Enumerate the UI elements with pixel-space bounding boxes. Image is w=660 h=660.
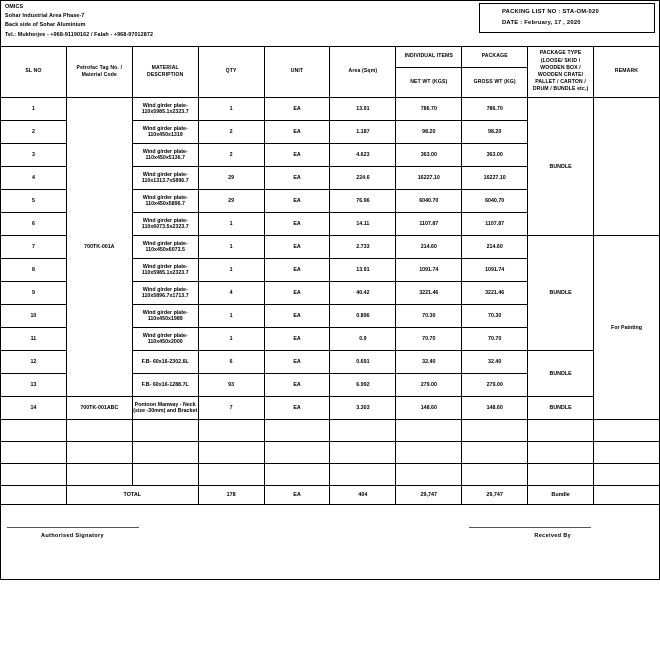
company-name: OMICS xyxy=(5,4,24,10)
cell-package-type-group-2: BUNDLE xyxy=(528,236,594,351)
header-individual-items: INDIVIDUAL ITEMS xyxy=(396,47,462,68)
cell-sl-no: 14 xyxy=(1,397,67,420)
authorised-signatory-line xyxy=(7,527,139,528)
cell-net-wt: 70.30 xyxy=(396,305,462,328)
cell-sl-no-empty xyxy=(1,442,67,464)
table-header-row-top xyxy=(1,47,660,68)
cell-description: Wind girder plate-110x450x1989 xyxy=(132,305,198,328)
header-unit: UNIT xyxy=(264,47,330,98)
cell-qty: 2 xyxy=(198,121,264,144)
cell-description: F.B- 60x16-2302.6L xyxy=(132,351,198,374)
table-total-row xyxy=(1,486,660,505)
company-info-block xyxy=(5,3,153,40)
cell-qty-empty xyxy=(198,442,264,464)
cell-unit: EA xyxy=(264,328,330,351)
cell-gross-wt: 6040.70 xyxy=(462,190,528,213)
cell-net-wt-empty xyxy=(396,442,462,464)
header-qty: QTY xyxy=(198,47,264,98)
cell-unit-empty xyxy=(264,420,330,442)
cell-package-type-empty xyxy=(528,420,594,442)
cell-qty: 1 xyxy=(198,305,264,328)
cell-description: Wind girder plate-110x450x5136.7 xyxy=(132,144,198,167)
header-description: MATERIAL DESCRIPTION xyxy=(132,47,198,98)
table-row xyxy=(1,397,660,420)
cell-unit: EA xyxy=(264,167,330,190)
cell-area: 13.91 xyxy=(330,98,396,121)
cell-total-net-wt: 29,747 xyxy=(396,486,462,505)
cell-total-qty: 178 xyxy=(198,486,264,505)
cell-sl-no: 3 xyxy=(1,144,67,167)
cell-qty: 29 xyxy=(198,190,264,213)
cell-tag-code-empty xyxy=(66,464,132,486)
cell-net-wt: 148.60 xyxy=(396,397,462,420)
cell-qty: 29 xyxy=(198,167,264,190)
cell-area: 224.6 xyxy=(330,167,396,190)
cell-area: 3.303 xyxy=(330,397,396,420)
header-net-wt: NET WT (KGS) xyxy=(396,68,462,98)
packing-list-date: DATE : February, 17 , 2020 xyxy=(502,20,581,26)
cell-area: 0.896 xyxy=(330,305,396,328)
cell-gross-wt: 279.00 xyxy=(462,374,528,397)
table-row xyxy=(1,98,660,121)
cell-gross-wt: 786.70 xyxy=(462,98,528,121)
cell-net-wt: 214.60 xyxy=(396,236,462,259)
cell-qty: 1 xyxy=(198,98,264,121)
cell-unit: EA xyxy=(264,236,330,259)
cell-sl-no: 6 xyxy=(1,213,67,236)
cell-unit: EA xyxy=(264,374,330,397)
cell-unit: EA xyxy=(264,121,330,144)
cell-package-type-group-4: BUNDLE xyxy=(528,397,594,420)
cell-area: 0.9 xyxy=(330,328,396,351)
cell-area: 1.187 xyxy=(330,121,396,144)
cell-area: 13.91 xyxy=(330,259,396,282)
packing-list-info-box xyxy=(479,3,655,33)
cell-description: Wind girder plate-110x450x2000 xyxy=(132,328,198,351)
cell-net-wt: 1107.87 xyxy=(396,213,462,236)
cell-qty: 1 xyxy=(198,328,264,351)
cell-sl-no: 10 xyxy=(1,305,67,328)
cell-unit: EA xyxy=(264,98,330,121)
header-remark: REMARK xyxy=(594,47,660,98)
cell-unit: EA xyxy=(264,213,330,236)
cell-gross-wt: 214.60 xyxy=(462,236,528,259)
table-body xyxy=(1,98,660,505)
cell-sl-no: 9 xyxy=(1,282,67,305)
cell-area-empty xyxy=(330,442,396,464)
cell-description: Wind girder plate-110x5985.1x2323.7 xyxy=(132,98,198,121)
cell-description: Wind girder plate-110x450x5896.7 xyxy=(132,190,198,213)
cell-area-empty xyxy=(330,464,396,486)
cell-sl-no: 11 xyxy=(1,328,67,351)
cell-remark-empty xyxy=(594,464,660,486)
cell-sl-no: 1 xyxy=(1,98,67,121)
authorised-signatory-label: Authorised Signatory xyxy=(41,533,104,539)
cell-remark-empty xyxy=(594,442,660,464)
cell-net-wt: 1091.74 xyxy=(396,259,462,282)
table-header xyxy=(1,47,660,98)
received-by-line xyxy=(469,527,591,528)
cell-qty: 1 xyxy=(198,259,264,282)
cell-qty: 7 xyxy=(198,397,264,420)
cell-total-blank-slno xyxy=(1,486,67,505)
cell-description: F.B- 60x16-1288.7L xyxy=(132,374,198,397)
cell-tag-code-group-1: 700TK-001A xyxy=(66,98,132,397)
cell-package-type-group-3: BUNDLE xyxy=(528,351,594,397)
cell-unit: EA xyxy=(264,305,330,328)
table-row-empty xyxy=(1,442,660,464)
cell-description: Wind girder plate-110x5985.1x2323.7 xyxy=(132,259,198,282)
cell-tag-code-group-2: 700TK-001ABC xyxy=(66,397,132,420)
cell-area: 6.992 xyxy=(330,374,396,397)
cell-qty: 2 xyxy=(198,144,264,167)
packing-list-table xyxy=(0,46,660,505)
cell-sl-no: 13 xyxy=(1,374,67,397)
cell-area: 0.691 xyxy=(330,351,396,374)
cell-unit: EA xyxy=(264,397,330,420)
document-footer xyxy=(0,505,660,580)
header-tag-code: Petrofac Tag No. / Material Code xyxy=(66,47,132,98)
cell-gross-wt: 3221.46 xyxy=(462,282,528,305)
cell-qty-empty xyxy=(198,420,264,442)
cell-sl-no-empty xyxy=(1,420,67,442)
cell-gross-wt: 1091.74 xyxy=(462,259,528,282)
cell-gross-wt: 98.20 xyxy=(462,121,528,144)
document-header xyxy=(0,0,660,46)
cell-tag-code-empty xyxy=(66,420,132,442)
cell-sl-no-empty xyxy=(1,464,67,486)
cell-gross-wt: 70.70 xyxy=(462,328,528,351)
cell-qty-empty xyxy=(198,464,264,486)
cell-net-wt: 279.00 xyxy=(396,374,462,397)
cell-sl-no: 2 xyxy=(1,121,67,144)
cell-description-empty xyxy=(132,464,198,486)
company-address-line-1: Sohar Industrial Area Phase-7 xyxy=(5,13,85,20)
cell-area: 76.96 xyxy=(330,190,396,213)
company-contact: Tel.: Mukherjee - +968-91190162 / Falah - +968-97012872 xyxy=(5,31,154,38)
table-row-empty xyxy=(1,420,660,442)
cell-unit: EA xyxy=(264,282,330,305)
cell-gross-wt-empty xyxy=(462,464,528,486)
cell-total-label: TOTAL xyxy=(66,486,198,505)
cell-unit-empty xyxy=(264,442,330,464)
company-address-line-2: Back side of Sohar Aluminium xyxy=(5,22,86,29)
cell-description: Wind girder plate-110x450x1319 xyxy=(132,121,198,144)
cell-area: 4.623 xyxy=(330,144,396,167)
cell-unit: EA xyxy=(264,259,330,282)
cell-package-type-group-1: BUNDLE xyxy=(528,98,594,236)
header-gross-wt: GROSS WT (KG) xyxy=(462,68,528,98)
cell-remark-empty xyxy=(594,420,660,442)
cell-unit: EA xyxy=(264,190,330,213)
cell-description-empty xyxy=(132,442,198,464)
cell-sl-no: 5 xyxy=(1,190,67,213)
cell-qty: 6 xyxy=(198,351,264,374)
header-package-type: PACKAGE TYPE (LOOSE/ SKID / WOODEN BOX / WOODEN CRATE/ PALLET / CARTON / DRUM / BUNDLE etc.) xyxy=(528,47,594,98)
cell-total-package-type: Bundle xyxy=(528,486,594,505)
cell-area: 14.11 xyxy=(330,213,396,236)
cell-net-wt: 363.00 xyxy=(396,144,462,167)
cell-net-wt: 32.40 xyxy=(396,351,462,374)
cell-gross-wt-empty xyxy=(462,420,528,442)
cell-remark-blank-top xyxy=(594,98,660,236)
cell-gross-wt: 363.00 xyxy=(462,144,528,167)
cell-sl-no: 7 xyxy=(1,236,67,259)
cell-sl-no: 12 xyxy=(1,351,67,374)
cell-gross-wt-empty xyxy=(462,442,528,464)
cell-total-unit: EA xyxy=(264,486,330,505)
header-area: Area (Sqm) xyxy=(330,47,396,98)
cell-tag-code-empty xyxy=(66,442,132,464)
cell-gross-wt: 148.60 xyxy=(462,397,528,420)
cell-unit: EA xyxy=(264,144,330,167)
cell-net-wt: 786.70 xyxy=(396,98,462,121)
cell-package-type-empty xyxy=(528,464,594,486)
cell-description: Wind girder plate-110x450x6073.5 xyxy=(132,236,198,259)
cell-unit: EA xyxy=(264,351,330,374)
cell-remark-for-painting: For Painting xyxy=(594,236,660,420)
cell-description-empty xyxy=(132,420,198,442)
cell-gross-wt: 70.30 xyxy=(462,305,528,328)
cell-net-wt-empty xyxy=(396,464,462,486)
cell-gross-wt: 1107.87 xyxy=(462,213,528,236)
cell-qty: 93 xyxy=(198,374,264,397)
cell-sl-no: 8 xyxy=(1,259,67,282)
cell-description: Wind girder plate-110x6073.5x2323.7 xyxy=(132,213,198,236)
packing-list-number: PACKING LIST NO : STA-OM-020 xyxy=(502,9,599,15)
cell-description: Wind girder plate-110x1313.7x5896.7 xyxy=(132,167,198,190)
cell-area: 2.733 xyxy=(330,236,396,259)
header-package: PACKAGE xyxy=(462,47,528,68)
cell-gross-wt: 16227.10 xyxy=(462,167,528,190)
cell-net-wt: 3221.46 xyxy=(396,282,462,305)
header-sl-no: SL NO xyxy=(1,47,67,98)
cell-description: Pontoon Manway - Neck (size -30mm) and Bracket xyxy=(132,397,198,420)
cell-qty: 1 xyxy=(198,213,264,236)
cell-net-wt: 70.70 xyxy=(396,328,462,351)
cell-qty: 4 xyxy=(198,282,264,305)
cell-description: Wind girder plate-110x5896.7x1713.7 xyxy=(132,282,198,305)
cell-sl-no: 4 xyxy=(1,167,67,190)
cell-qty: 1 xyxy=(198,236,264,259)
cell-package-type-empty xyxy=(528,442,594,464)
cell-total-area: 404 xyxy=(330,486,396,505)
cell-total-remark xyxy=(594,486,660,505)
cell-total-gross-wt: 29,747 xyxy=(462,486,528,505)
cell-net-wt: 16227.10 xyxy=(396,167,462,190)
received-by-label: Received By xyxy=(534,533,571,539)
cell-unit-empty xyxy=(264,464,330,486)
cell-area: 40.42 xyxy=(330,282,396,305)
cell-net-wt-empty xyxy=(396,420,462,442)
cell-net-wt: 6040.70 xyxy=(396,190,462,213)
table-row-empty xyxy=(1,464,660,486)
cell-area-empty xyxy=(330,420,396,442)
cell-gross-wt: 32.40 xyxy=(462,351,528,374)
cell-net-wt: 98.20 xyxy=(396,121,462,144)
